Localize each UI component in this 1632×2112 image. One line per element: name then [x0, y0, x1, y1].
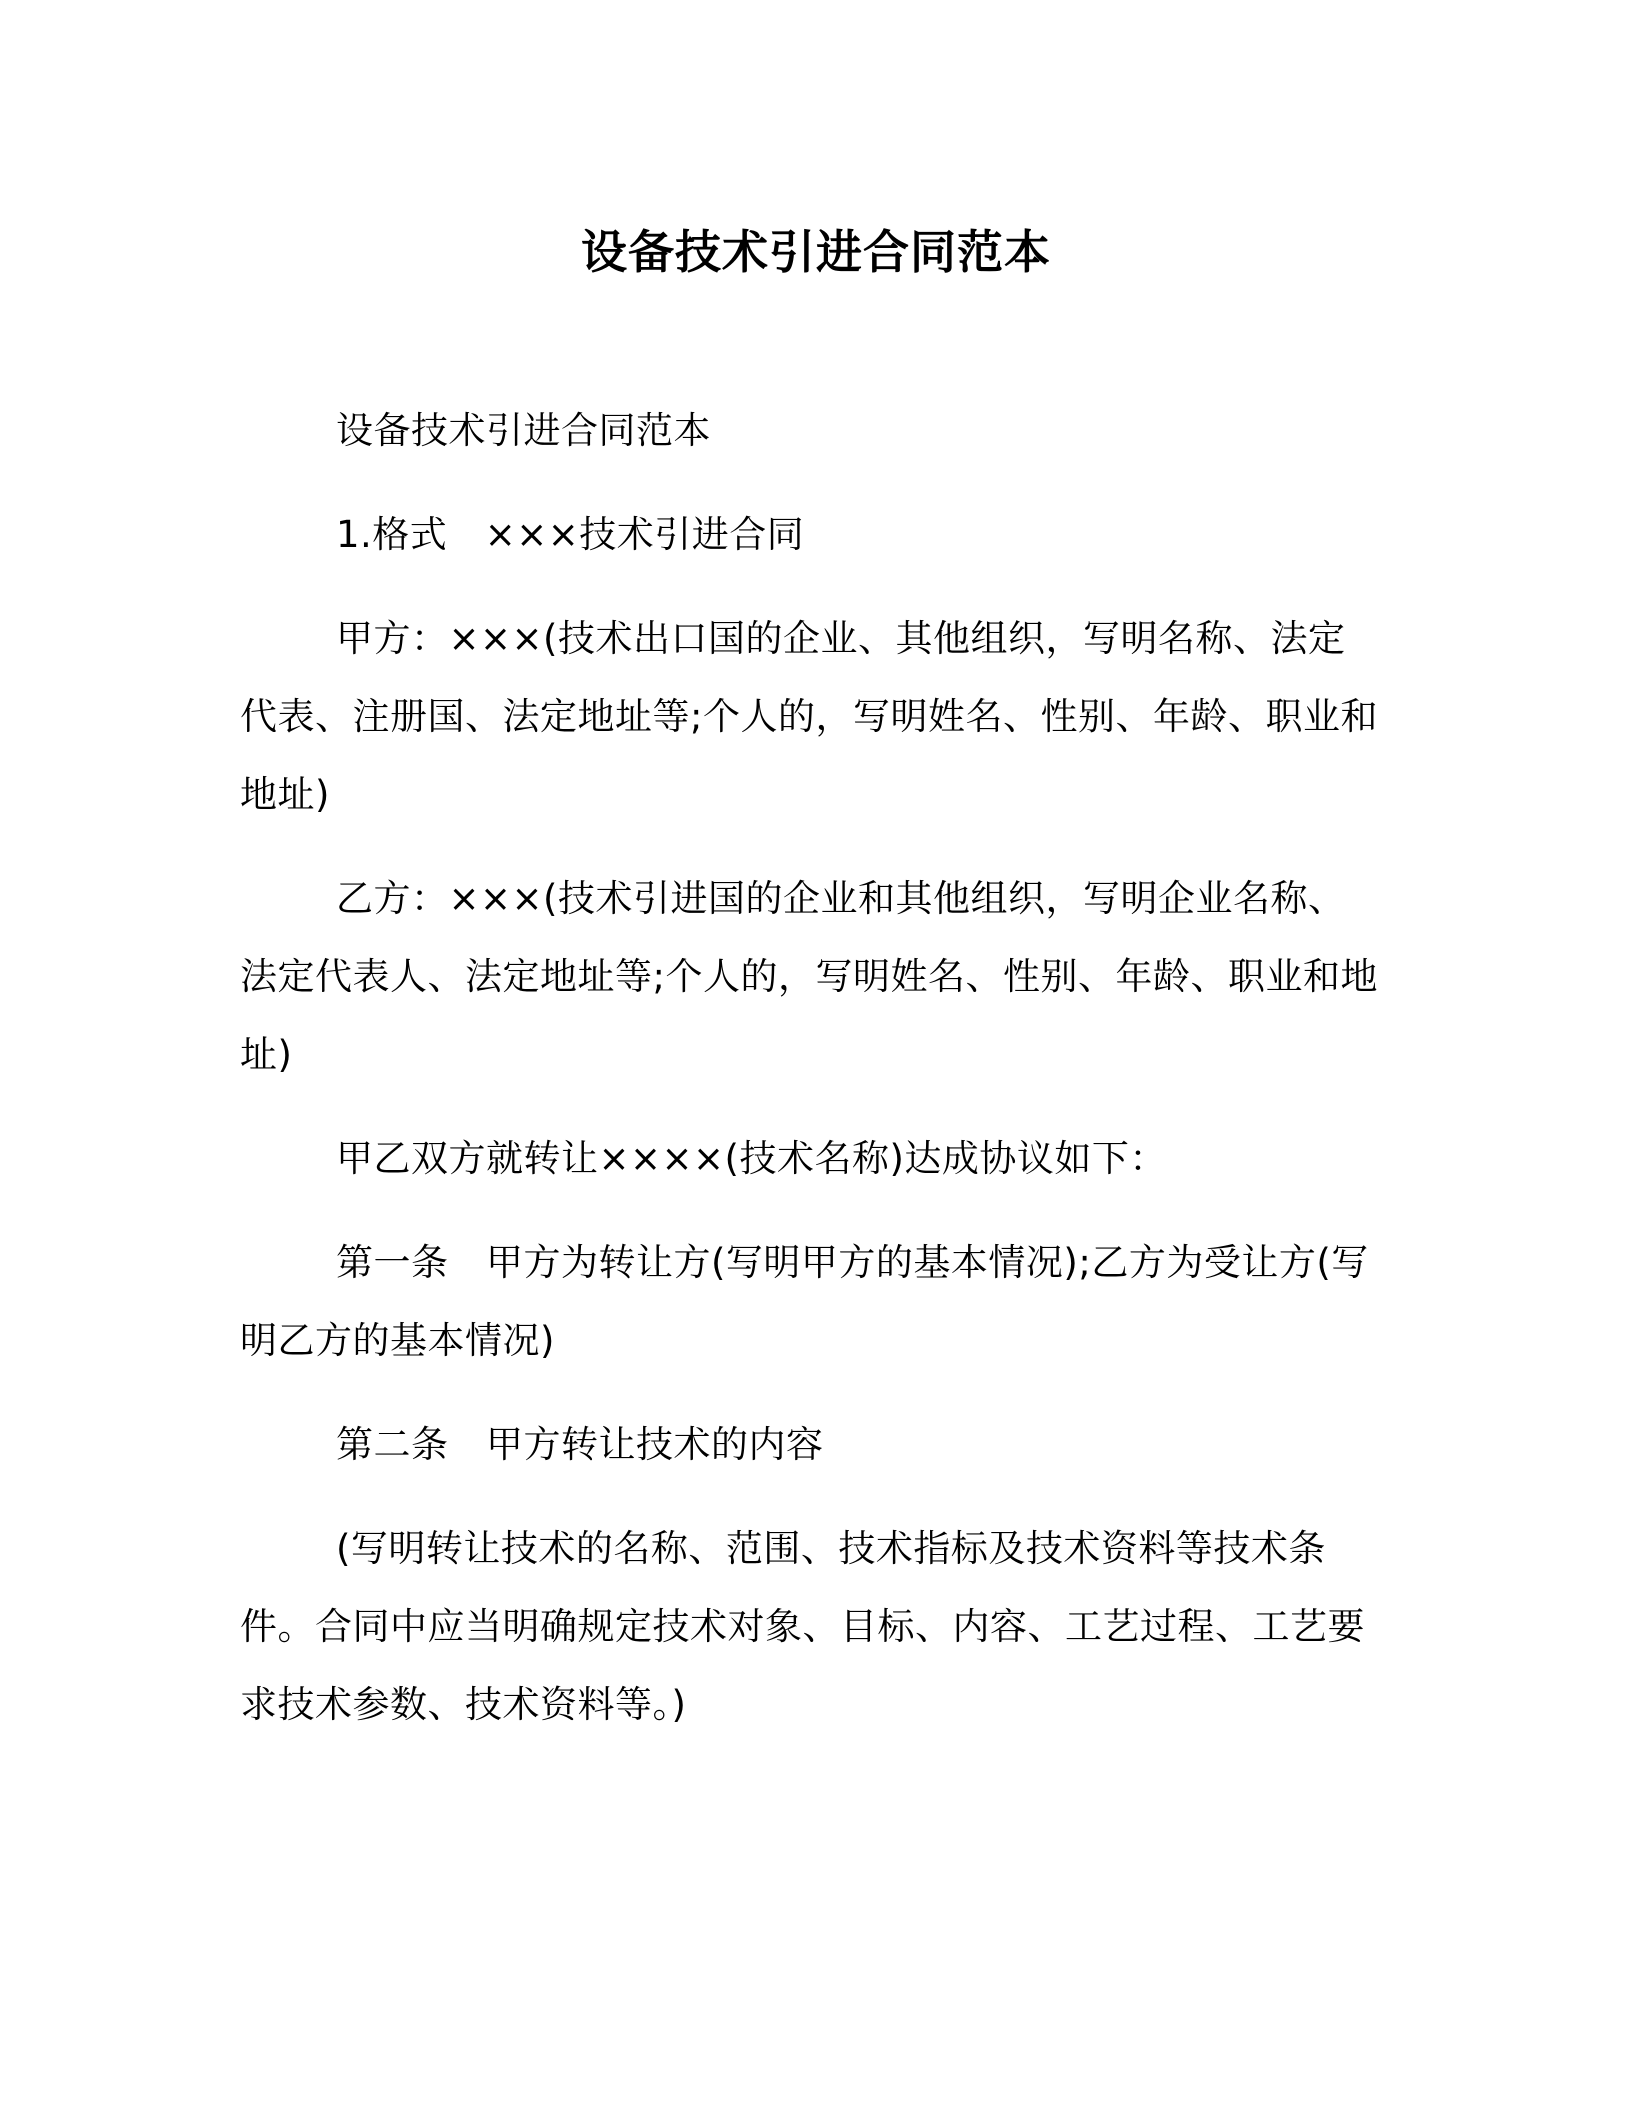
paragraph-article-2: 第二条 甲方转让技术的内容	[336, 1423, 824, 1466]
paragraph-article-2-detail: (写明转让技术的名称、范围、技术指标及技术资料等技术条件。合同中应当明确规定技术对象、目标、内容、工艺过程、工艺要求技术参数、技术资料等。)	[240, 1527, 1365, 1726]
document-body	[240, 392, 1380, 1770]
paragraph-format: 1.格式 ×××技术引进合同	[336, 513, 805, 556]
document-title: 设备技术引进合同范本	[581, 225, 1051, 279]
paragraph-party-a: 甲方：×××(技术出口国的企业、其他组织，写明名称、法定代表、注册国、法定地址等;个人的，写明姓名、性别、年龄、职业和地址)	[240, 617, 1378, 816]
paragraph-agreement: 甲乙双方就转让××××(技术名称)达成协议如下：	[336, 1137, 1167, 1180]
paragraph-article-1: 第一条 甲方为转让方(写明甲方的基本情况);乙方为受让方(写明乙方的基本情况)	[240, 1241, 1369, 1362]
paragraph-heading: 设备技术引进合同范本	[336, 409, 711, 452]
paragraph-party-b: 乙方：×××(技术引进国的企业和其他组织，写明企业名称、法定代表人、法定地址等;个人的，写明姓名、性别、年龄、职业和地址)	[240, 877, 1378, 1076]
